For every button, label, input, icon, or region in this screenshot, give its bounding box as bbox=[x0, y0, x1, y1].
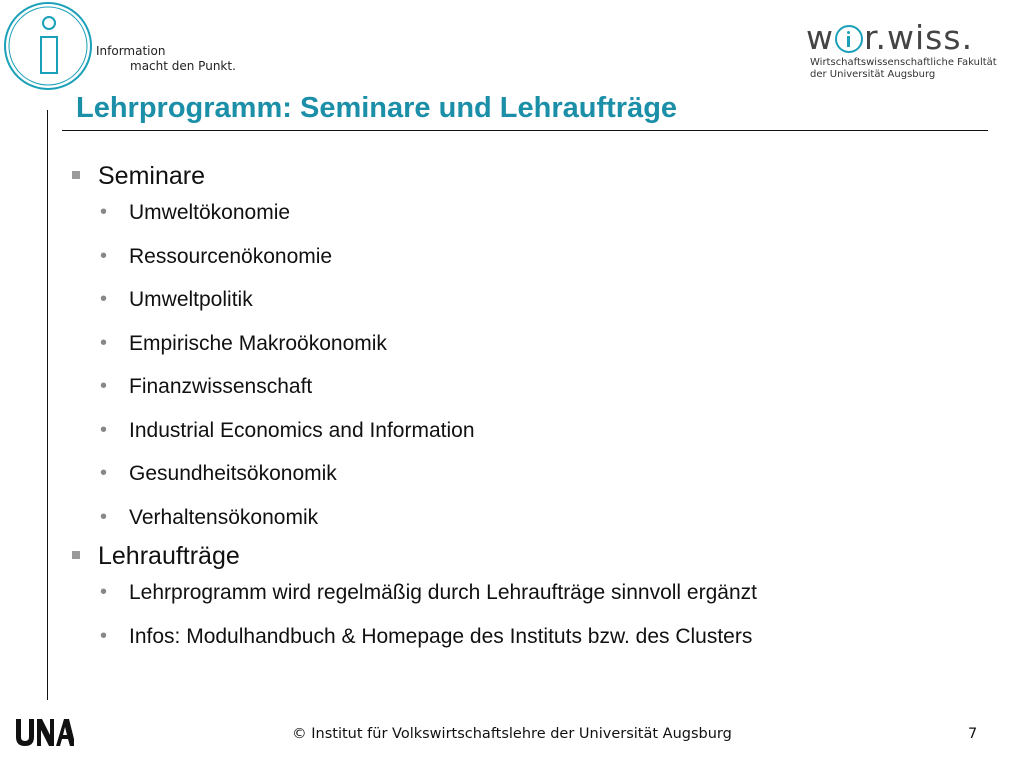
title-underline bbox=[62, 130, 988, 131]
bullet-dot-icon: • bbox=[100, 418, 108, 441]
square-bullet-icon bbox=[72, 551, 80, 559]
bullet-dot-icon: • bbox=[100, 624, 108, 647]
section-seminare bbox=[70, 158, 1000, 532]
list-item: • Umweltpolitik bbox=[70, 285, 1000, 314]
list-item: • Ressourcenökonomie bbox=[70, 242, 1000, 271]
bullet-dot-icon: • bbox=[100, 288, 108, 310]
faculty-logo bbox=[806, 18, 997, 80]
bullet-dot-icon: • bbox=[100, 462, 108, 484]
bullet-dot-icon: • bbox=[100, 505, 108, 528]
info-logo-line2: macht den Punkt. bbox=[130, 59, 236, 73]
bullet-dot-icon: • bbox=[100, 581, 108, 603]
footer-copyright: © Institut für Volkswirtschaftslehre der Universität Augsburg bbox=[292, 726, 732, 742]
list-item: • Empirische Makroökonomik bbox=[70, 329, 1000, 358]
bullet-dot-icon: • bbox=[100, 375, 108, 397]
vertical-divider bbox=[47, 110, 48, 700]
faculty-logo-subtitle: Wirtschaftswissenschaftliche Fakultät der Universität Augsburg bbox=[810, 57, 997, 80]
info-i-icon bbox=[2, 0, 94, 92]
faculty-logo-wordmark: w r.wiss. bbox=[806, 18, 974, 57]
list-item: • Verhaltensökonomik bbox=[70, 503, 1000, 532]
info-logo-line1: Information bbox=[96, 44, 166, 58]
section-heading: Lehraufträge bbox=[70, 538, 1000, 574]
list-item: • Lehrprogramm wird regelmäßig durch Lehraufträge sinnvoll ergänzt bbox=[70, 578, 1000, 607]
slide-content bbox=[70, 158, 1000, 665]
list-item: • Umweltökonomie bbox=[70, 198, 1000, 227]
list-item: • Infos: Modulhandbuch & Homepage des Instituts bzw. des Clusters bbox=[70, 622, 1000, 651]
section-heading: Seminare bbox=[70, 158, 1000, 194]
seminar-list bbox=[70, 198, 1000, 532]
bullet-dot-icon: • bbox=[100, 201, 108, 223]
bullet-dot-icon: • bbox=[100, 331, 108, 354]
information-logo bbox=[2, 0, 94, 92]
list-item: • Gesundheitsökonomik bbox=[70, 459, 1000, 488]
information-logo-text bbox=[96, 44, 236, 74]
page-number: 7 bbox=[968, 726, 978, 742]
list-item: • Industrial Economics and Information bbox=[70, 416, 1000, 445]
info-circle-icon bbox=[835, 25, 863, 53]
list-item: • Finanzwissenschaft bbox=[70, 372, 1000, 401]
section-lehrauftraege bbox=[70, 538, 1000, 651]
square-bullet-icon bbox=[72, 171, 80, 179]
bullet-dot-icon: • bbox=[100, 244, 108, 267]
slide-title: Lehrprogramm: Seminare und Lehraufträge bbox=[76, 92, 678, 124]
lehrauftraege-list bbox=[70, 578, 1000, 651]
